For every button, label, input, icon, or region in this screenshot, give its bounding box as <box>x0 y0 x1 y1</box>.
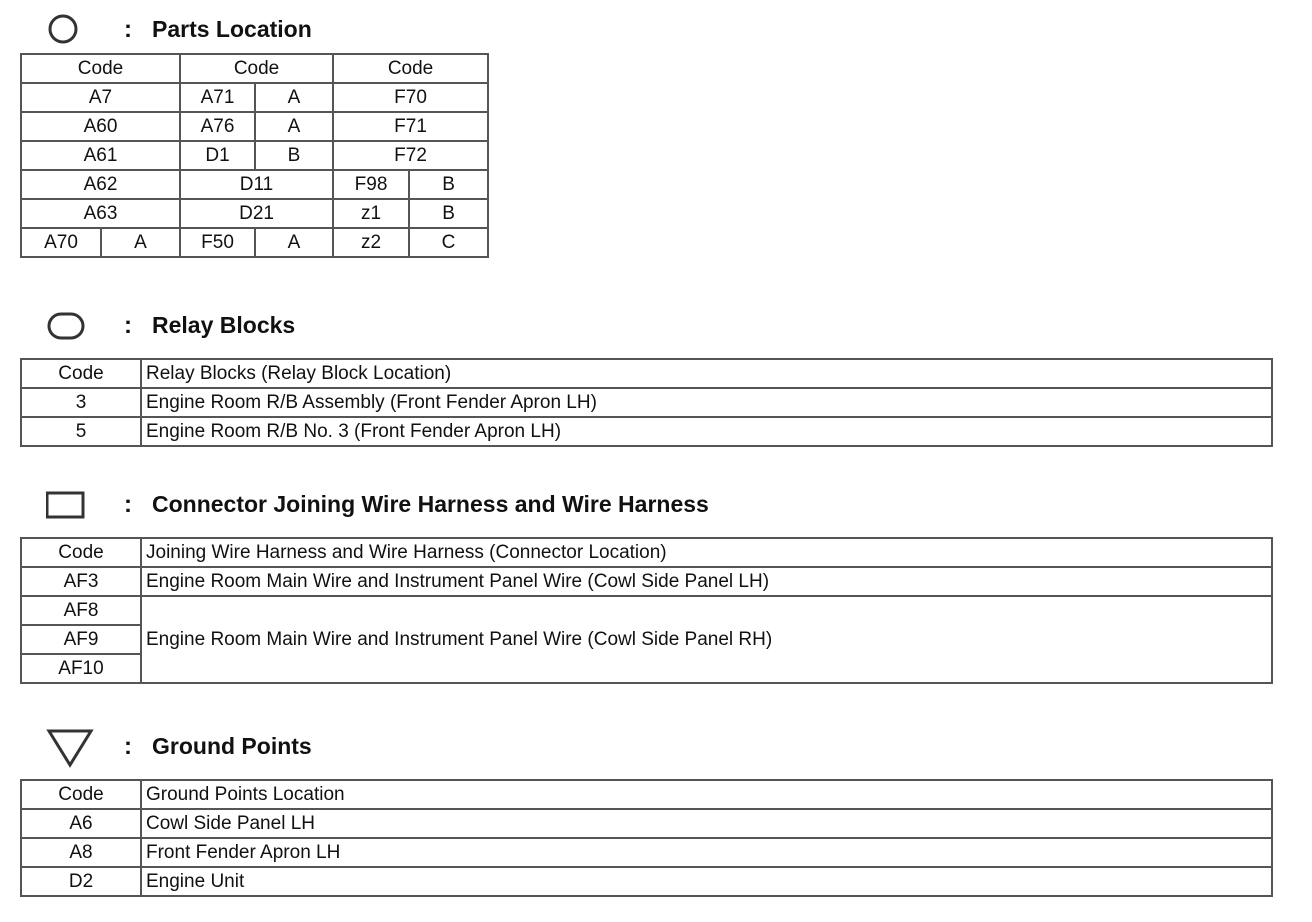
location-cell: B <box>409 170 488 199</box>
code-cell: D2 <box>21 867 141 896</box>
code-cell: z2 <box>333 228 409 257</box>
code-cell: F71 <box>333 112 488 141</box>
table-row <box>21 596 1272 625</box>
header-cell: Ground Points Location <box>141 780 1272 809</box>
table-row <box>21 141 488 170</box>
code-cell: D11 <box>180 170 333 199</box>
table-row <box>21 838 1272 867</box>
header-cell: Relay Blocks (Relay Block Location) <box>141 359 1272 388</box>
connector-table <box>20 537 1273 684</box>
connector-title: Connector Joining Wire Harness and Wire Harness <box>152 491 709 517</box>
location-cell: A <box>101 228 180 257</box>
code-cell: z1 <box>333 199 409 228</box>
header-cell: Code <box>21 54 180 83</box>
code-cell: AF10 <box>21 654 141 683</box>
table-row <box>21 228 488 257</box>
header-cell: Code <box>21 780 141 809</box>
relay-blocks-table <box>20 358 1273 447</box>
parts-location-table <box>20 53 489 258</box>
description-cell: Engine Unit <box>141 867 1272 896</box>
table-row <box>21 809 1272 838</box>
table-row <box>21 112 488 141</box>
description-cell: Engine Room Main Wire and Instrument Panel Wire (Cowl Side Panel LH) <box>141 567 1272 596</box>
ground-points-heading <box>46 727 646 767</box>
connector-colon: : <box>124 491 132 518</box>
description-cell: Front Fender Apron LH <box>141 838 1272 867</box>
header-cell: Joining Wire Harness and Wire Harness (Connector Location) <box>141 538 1272 567</box>
code-cell: A8 <box>21 838 141 867</box>
code-cell: A70 <box>21 228 101 257</box>
code-cell: D1 <box>180 141 255 170</box>
description-cell: Engine Room R/B Assembly (Front Fender Apron LH) <box>141 388 1272 417</box>
code-cell: 5 <box>21 417 141 446</box>
parts-location-colon: : <box>124 16 132 43</box>
description-cell: Engine Room Main Wire and Instrument Panel Wire (Cowl Side Panel RH) <box>141 596 1272 683</box>
table-row <box>21 417 1272 446</box>
rounded-rectangle-icon <box>46 310 86 347</box>
table-row <box>21 199 488 228</box>
code-cell: A71 <box>180 83 255 112</box>
code-cell: A60 <box>21 112 180 141</box>
code-cell: A61 <box>21 141 180 170</box>
code-cell: F50 <box>180 228 255 257</box>
location-cell: B <box>409 199 488 228</box>
triangle-icon <box>46 727 94 774</box>
ground-points-table <box>20 779 1273 897</box>
table-row <box>21 567 1272 596</box>
relay-blocks-title: Relay Blocks <box>152 312 296 338</box>
code-cell: A7 <box>21 83 180 112</box>
header-cell: Code <box>180 54 333 83</box>
code-cell: D21 <box>180 199 333 228</box>
description-cell: Engine Room R/B No. 3 (Front Fender Apron LH) <box>141 417 1272 446</box>
connector-heading <box>46 485 946 525</box>
code-cell: A63 <box>21 199 180 228</box>
table-row <box>21 170 488 199</box>
table-row <box>21 388 1272 417</box>
description-cell: Cowl Side Panel LH <box>141 809 1272 838</box>
parts-location-title: Parts Location <box>152 16 312 42</box>
ground-points-title: Ground Points <box>152 733 312 759</box>
location-cell: C <box>409 228 488 257</box>
table-header-row <box>21 538 1272 567</box>
code-cell: AF3 <box>21 567 141 596</box>
code-cell: F98 <box>333 170 409 199</box>
table-header-row <box>21 780 1272 809</box>
ground-points-colon: : <box>124 733 132 760</box>
square-icon <box>46 489 86 526</box>
table-header-row <box>21 54 488 83</box>
code-cell: A6 <box>21 809 141 838</box>
code-cell: AF9 <box>21 625 141 654</box>
header-cell: Code <box>21 359 141 388</box>
code-cell: F72 <box>333 141 488 170</box>
table-header-row <box>21 359 1272 388</box>
table-row <box>21 867 1272 896</box>
location-cell: A <box>255 83 333 112</box>
code-cell: AF8 <box>21 596 141 625</box>
table-row <box>21 83 488 112</box>
header-cell: Code <box>333 54 488 83</box>
location-cell: A <box>255 112 333 141</box>
circle-icon <box>46 12 80 51</box>
code-cell: A76 <box>180 112 255 141</box>
code-cell: F70 <box>333 83 488 112</box>
header-cell: Code <box>21 538 141 567</box>
parts-location-heading <box>46 10 646 50</box>
code-cell: 3 <box>21 388 141 417</box>
relay-blocks-heading <box>46 306 646 346</box>
location-cell: B <box>255 141 333 170</box>
location-cell: A <box>255 228 333 257</box>
code-cell: A62 <box>21 170 180 199</box>
relay-blocks-colon: : <box>124 312 132 339</box>
